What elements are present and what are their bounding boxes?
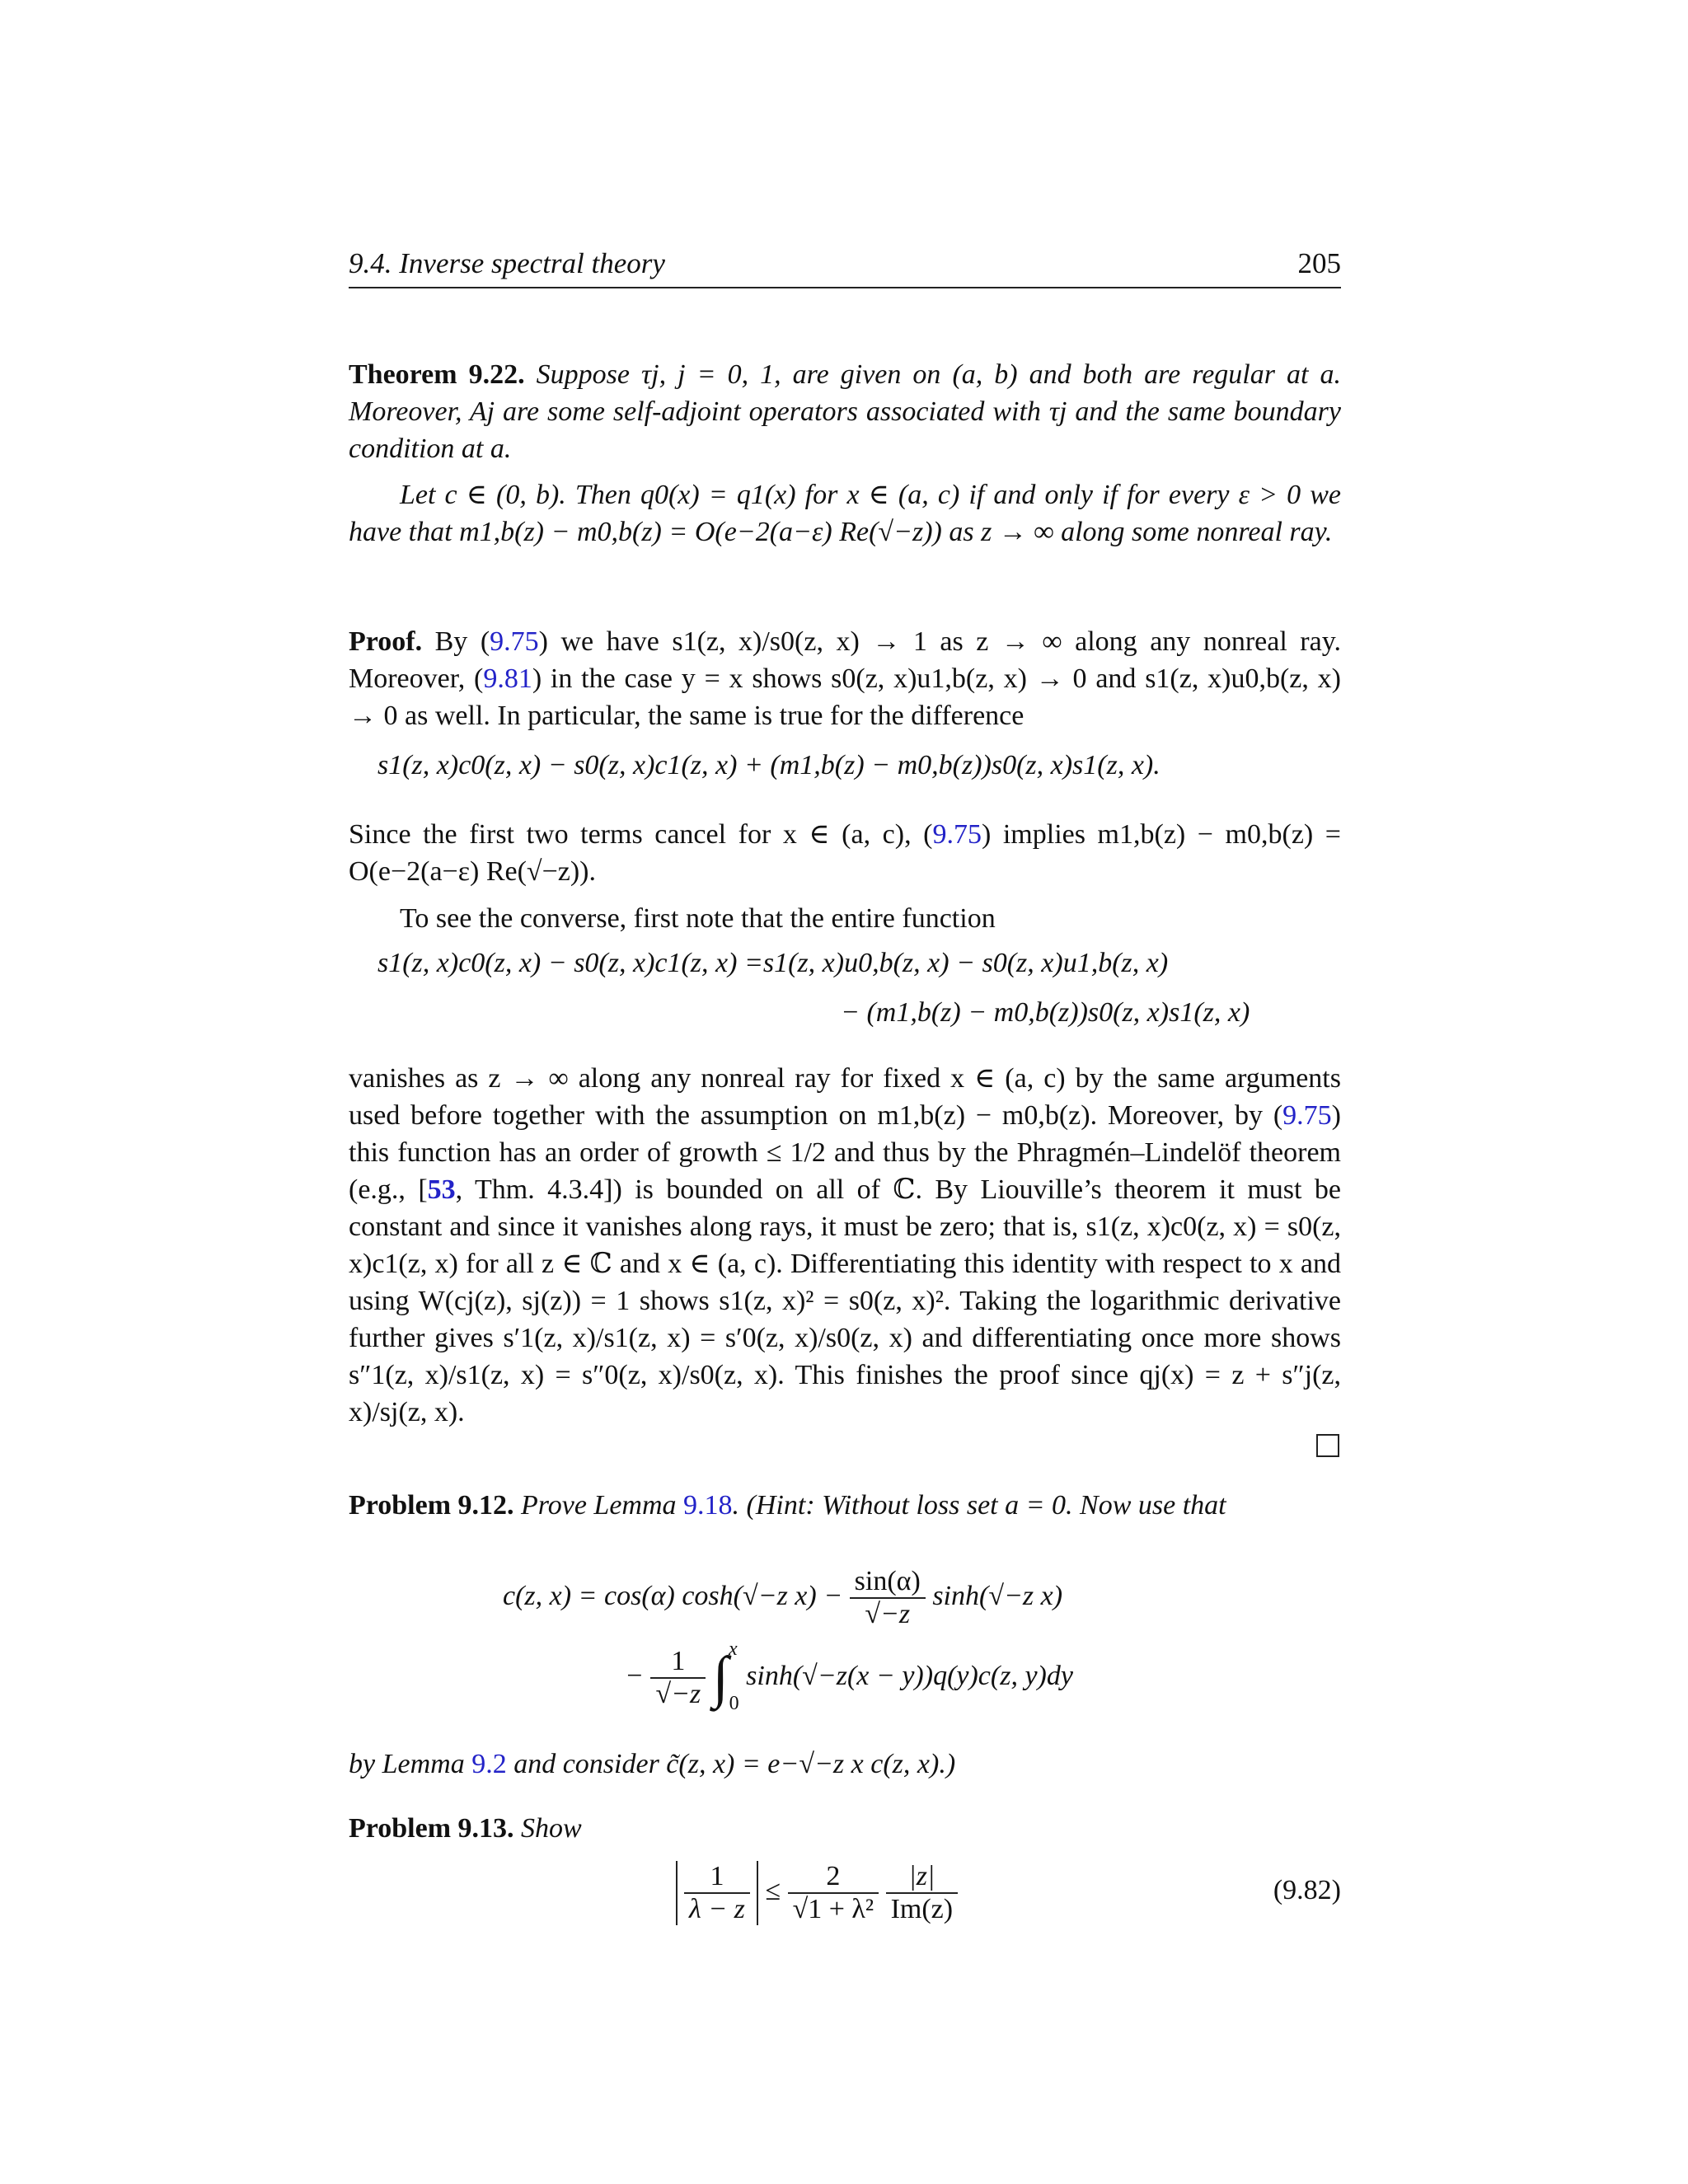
proof-paragraph-1 [349,623,1341,734]
eq-minus: − [625,1661,644,1691]
ref-53-link[interactable]: 53 [427,1174,456,1205]
eq-term: sinh(√−z x) [932,1580,1063,1611]
integral-sign: ∫ [712,1646,729,1710]
equation-number: (9.82) [1273,1875,1341,1905]
upper-limit: x [728,1638,738,1660]
fraction [850,1566,926,1630]
proof-text: By ( [434,626,490,657]
lower-limit: 0 [729,1693,739,1714]
numerator: sin(α) [850,1566,926,1599]
ref-9-75-link[interactable]: 9.75 [1282,1100,1332,1131]
problem-text: Prove Lemma [521,1490,684,1521]
fraction [650,1646,706,1710]
proof-paragraph-4 [349,1060,1341,1431]
denominator: Im(z) [890,1894,954,1924]
numerator: 1 [650,1646,706,1679]
ref-lemma-9-18-link[interactable]: 9.18 [683,1490,733,1521]
problem-text: . (Hint: Without loss set a = 0. Now use that [732,1490,1226,1521]
display-equation-1: s1(z, x)c0(z, x) − s0(z, x)c1(z, x) + (m1,b(z) − m0,b(z))s0(z, x)s1(z, x). [377,750,1160,780]
proof-paragraph-3: To see the converse, first note that the entire function [400,903,996,934]
display-equation-2-line-2: − (m1,b(z) − m0,b(z))s0(z, x)s1(z, x) [841,997,1250,1028]
display-equation-9-82 [676,1861,958,1925]
proof-label: Proof. [349,626,423,657]
eq-term: sinh(√−z(x − y))q(y)c(z, y)dy [746,1661,1073,1691]
problem-text: and consider c̃(z, x) = e−√−z x c(z, x).) [506,1749,956,1779]
theorem-text-1: Suppose τj, j = 0, 1, are given on (a, b) and both are regular at a. Moreover, Aj are some self-adjoint operators associated with τj and the same boundary condition at a. [349,359,1341,464]
proof-text: ) implies m1,b(z) − m0,b(z) = O(e−2(a−ε) Re(√−z)). [349,819,1341,887]
page-number: 205 [1297,247,1341,279]
theorem-text-2: Let c ∈ (0, b). Then q0(x) = q1(x) for x ∈ (a, c) if and only if for every ε > 0 we have that m1,b(z) − m0,b(z) = O(e−2(a−ε) Re(√−z)) as z → ∞ along some nonreal ray. [349,480,1341,547]
problem-label: Problem 9.13. [349,1813,514,1844]
absolute-value [676,1861,758,1925]
section-title: 9.4. Inverse spectral theory [349,247,665,279]
proof-text: ) we have s1(z, x)/s0(z, x) → 1 as z → ∞ along any nonreal ray. Moreover, ( [349,626,1342,694]
ref-9-81-link[interactable]: 9.81 [483,663,532,694]
problem-9-12 [349,1487,1341,1524]
theorem-9-22 [349,356,1341,467]
le-symbol: ≤ [765,1875,781,1906]
fraction [788,1861,879,1925]
problem-equation-line-2 [625,1638,1073,1715]
ref-9-75-link[interactable]: 9.75 [932,819,982,850]
eq-lhs: c(z, x) = [503,1580,598,1611]
denominator: λ − z [689,1894,745,1924]
qed-symbol [1316,1434,1339,1457]
problem-label: Problem 9.12. [349,1490,514,1521]
problem-9-12-end [349,1746,1341,1783]
problem-9-13 [349,1810,1341,1847]
proof-text: , Thm. 4.3.4]) is bounded on all of ℂ. By Liouville’s theorem it must be constant and since it vanishes along rays, it must be zero; that is, s1(z, x)c0(z, x) = s0(z, x)c1(z, x) for all z ∈ ℂ and x ∈ (a, c). Differentiating this identity with respect to x and using W(cj(z), sj(z)) = 1 shows s1(z, x)² = s0(z, x)². Taking the logarithmic derivative further gives s′1(z, x)/s1(z, x) = s′0(z, x)/s0(z, x) and differentiating once more shows s″1(z, x)/s1(z, x) = s″0(z, x)/s0(z, x). This finishes the proof since qj(x) = z + s″j(z, x)/sj(z, x). [349,1174,1341,1427]
running-header [349,244,1341,288]
proof-text: Since the first two terms cancel for x ∈ (a, c), ( [349,819,933,850]
proof-paragraph-2 [349,816,1341,890]
denominator: √−z [865,1599,911,1629]
ref-lemma-9-2-link[interactable]: 9.2 [471,1749,507,1779]
numerator: |z| [886,1861,959,1894]
numerator: 2 [788,1861,879,1894]
numerator: 1 [684,1861,750,1894]
theorem-label: Theorem 9.22. [349,359,525,390]
problem-equation-line-1 [503,1566,1062,1630]
ref-9-75-link[interactable]: 9.75 [490,626,539,657]
denominator: √1 + λ² [792,1894,874,1924]
denominator: √−z [655,1679,701,1710]
proof-text: ) in the case y = x shows s0(z, x)u1,b(z, x) → 0 and s1(z, x)u0,b(z, x) → 0 as well. In particular, the same is true for the difference [349,663,1341,731]
display-equation-2-line-1: s1(z, x)c0(z, x) − s0(z, x)c1(z, x) =s1(z, x)u0,b(z, x) − s0(z, x)u1,b(z, x) [377,948,1169,978]
fraction [684,1861,750,1925]
problem-text: by Lemma [349,1749,472,1779]
problem-text: Show [521,1813,582,1844]
fraction [886,1861,959,1925]
proof-text: ) this function has an order of growth ≤ 1/2 and thus by the Phragmén–Lindelöf theorem (e.g., [ [349,1100,1341,1205]
eq-term: cos(α) cosh(√−z x) − [604,1580,843,1611]
proof-text: vanishes as z → ∞ along any nonreal ray for fixed x ∈ (a, c) by the same arguments used before together with the assumption on m1,b(z) − m0,b(z). Moreover, by ( [349,1063,1341,1131]
